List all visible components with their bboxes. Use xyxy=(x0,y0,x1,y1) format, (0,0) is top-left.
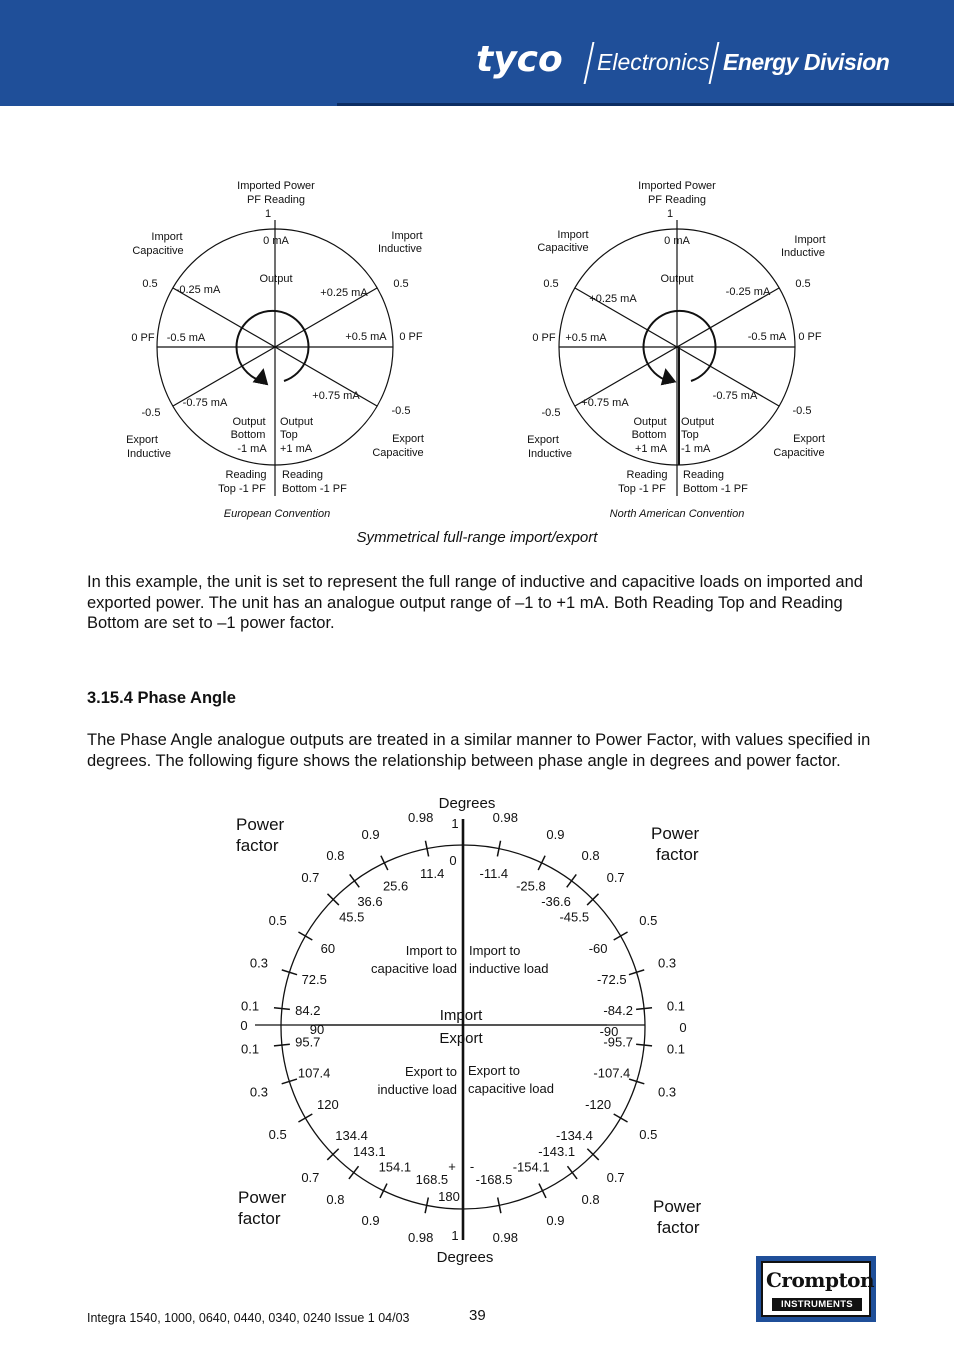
degree-value: -11.4 xyxy=(479,866,509,882)
degree-value: 84.2 xyxy=(295,1003,321,1019)
degree-value: 36.6 xyxy=(357,893,383,909)
import-inductive-label: Import xyxy=(391,230,423,242)
degree-value: 95.7 xyxy=(295,1034,321,1050)
export-capacitive-label: Export xyxy=(392,433,424,445)
pf-neg-half-label: -0.5 xyxy=(391,405,411,417)
pos-half-ma-label: +0.5 mA xyxy=(345,331,387,343)
pf-one-label: 1 xyxy=(666,208,674,220)
scale-tick xyxy=(349,1166,359,1179)
quadrant-label: inductive load xyxy=(377,1082,457,1097)
power-factor-value: 0.1 xyxy=(241,1041,260,1057)
pos-075-ma-label: +0.75 mA xyxy=(581,397,629,409)
logo-energy-division: Energy Division xyxy=(723,49,890,75)
power-factor-label: Power xyxy=(236,815,285,834)
power-factor-label: Power xyxy=(651,824,700,843)
imported-power-label: Imported Power xyxy=(237,180,315,192)
zero-ma-label: 0 mA xyxy=(263,235,289,247)
pf-reading-label: PF Reading xyxy=(246,194,306,206)
power-factor-value: 0.98 xyxy=(492,1229,518,1245)
zero-ma-label: 0 mA xyxy=(664,235,690,247)
power-factor-value: 0.9 xyxy=(546,1212,565,1228)
power-factor-label: factor xyxy=(656,845,699,864)
tyco-logo: tyco xyxy=(476,39,563,80)
neg-075-ma-label: -0.75 mA xyxy=(712,390,758,402)
figure-caption: Symmetrical full-range import/export xyxy=(356,529,598,546)
import-capacitive-label: Capacitive xyxy=(537,242,589,254)
scale-tick xyxy=(636,1044,652,1046)
degree-value: 45.5 xyxy=(339,909,365,925)
degree-value: 168.5 xyxy=(415,1171,449,1187)
power-factor-value: 0.8 xyxy=(326,1191,345,1207)
degree-value: 134.4 xyxy=(335,1128,368,1144)
degrees-label: Degrees xyxy=(436,1249,494,1266)
import-capacitive-label: Capacitive xyxy=(132,245,184,257)
power-factor-value: 0.1 xyxy=(666,998,685,1014)
power-factor-label: Power xyxy=(653,1197,702,1216)
degree-value: -36.6 xyxy=(541,893,571,909)
pf-half-label: 0.5 xyxy=(142,278,158,290)
export-capacitive-label: Export xyxy=(793,433,825,445)
reading-top-label: Reading xyxy=(225,469,267,481)
power-factor-value: 0.8 xyxy=(581,1191,600,1207)
power-factor-value: 0.3 xyxy=(249,955,268,971)
output-top-label: Output xyxy=(681,416,715,428)
paragraph-phase-angle: The Phase Angle analogue outputs are treated in a similar manner to Power Factor, with values specified in degrees. The following figure shows the relationship between phase angle in degrees and power factor. xyxy=(87,731,871,770)
european-convention-caption: European Convention xyxy=(223,508,331,520)
degree-value: 154.1 xyxy=(378,1159,412,1175)
quadrant-label: inductive load xyxy=(469,961,549,976)
degree-value: -134.4 xyxy=(556,1128,593,1144)
degree-value: 90 xyxy=(309,1022,325,1037)
output-label: Output xyxy=(660,273,694,285)
footer-models: Integra 1540, 1000, 0640, 0440, 0340, 0240 Issue 1 04/03 xyxy=(87,1311,410,1325)
scale-tick xyxy=(298,932,312,940)
degree-value: -107.4 xyxy=(593,1065,631,1081)
output-bottom-label: Output xyxy=(633,416,667,428)
quadrant-label: Import to xyxy=(405,943,457,958)
european-diagram xyxy=(157,220,393,496)
power-factor-value: 0.7 xyxy=(301,870,320,886)
power-factor-value: 0.98 xyxy=(492,810,518,826)
pf-neg-half-label: -0.5 xyxy=(541,407,561,419)
quadrant-label: capacitive load xyxy=(371,961,457,976)
scale-tick xyxy=(381,856,388,870)
power-factor-value: 0.3 xyxy=(249,1084,268,1100)
export-inductive-label: Export xyxy=(126,434,158,446)
scale-tick xyxy=(614,1114,628,1122)
degree-value: -72.5 xyxy=(596,972,627,988)
zero-pf-label: 0 PF xyxy=(798,331,822,343)
scale-tick xyxy=(274,1044,290,1046)
power-factor-value: 0.3 xyxy=(658,955,677,971)
degree-value: -45.5 xyxy=(559,909,590,925)
logo-electronics: Electronics xyxy=(597,49,710,75)
degree-value: 143.1 xyxy=(353,1143,386,1159)
reading-top-label: Top -1 PF xyxy=(218,483,266,495)
quadrant-label: Import to xyxy=(469,943,521,958)
reading-top-label: Top -1 PF xyxy=(618,483,666,495)
power-factor-label: factor xyxy=(236,836,279,855)
neg-half-ma-label: -0.5 mA xyxy=(747,331,787,343)
zero-pf-label: 0 PF xyxy=(399,331,423,343)
crompton-instruments: INSTRUMENTS xyxy=(772,1298,862,1311)
pf-reading-label: PF Reading xyxy=(647,194,707,206)
scale-tick xyxy=(567,1166,577,1179)
pos-quarter-ma-label: +0.25 mA xyxy=(589,293,637,305)
power-factor-value: 0.5 xyxy=(639,1127,658,1142)
plus-sign: + xyxy=(448,1159,456,1174)
pf-one-label: 1 xyxy=(451,1228,459,1243)
scale-tick xyxy=(298,1114,312,1122)
import-inductive-label: Inductive xyxy=(780,247,826,259)
output-bottom-label: Output xyxy=(232,416,266,428)
degree-value: 120 xyxy=(317,1097,339,1112)
neg-quarter-ma-label: -0.25 mA xyxy=(725,286,771,298)
output-label: Output xyxy=(259,273,293,285)
degree-value: -25.8 xyxy=(516,878,546,894)
degree-value: 11.4 xyxy=(419,866,445,882)
degree-value: -60 xyxy=(588,941,608,956)
power-factor-value: 0.9 xyxy=(361,827,380,843)
phase-angle-labels xyxy=(236,795,702,1266)
power-factor-value: 0.7 xyxy=(606,1169,625,1185)
power-factor-value: 0.9 xyxy=(546,827,565,843)
degree-value: -84.2 xyxy=(603,1003,634,1019)
output-bottom-label: +1 mA xyxy=(634,443,668,455)
neg-quarter-ma-label: -0.25 mA xyxy=(175,284,221,296)
degree-value: -90 xyxy=(599,1024,619,1039)
degree-value: 25.6 xyxy=(382,878,409,894)
scale-tick xyxy=(539,1184,546,1198)
reading-bottom-label: Reading xyxy=(282,469,323,481)
output-bottom-label: -1 mA xyxy=(237,443,267,455)
paragraph-example: In this example, the unit is set to represent the full range of inductive and capacitive loads on imported and exported power. The unit has an analogue output range of –1 to +1 mA. Both Reading Top and Reading Bottom are set to –1 power factor. xyxy=(87,573,863,633)
pf-half-label: 0.5 xyxy=(393,278,409,290)
import-inductive-label: Import xyxy=(794,234,826,246)
degree-value: 60 xyxy=(320,941,336,956)
pf-zero-label: 0 xyxy=(679,1020,687,1035)
power-factor-value: 0.8 xyxy=(581,848,600,864)
crompton-logo xyxy=(756,1256,876,1322)
pos-075-ma-label: +0.75 mA xyxy=(312,390,360,402)
minus-sign: - xyxy=(469,1159,475,1174)
crompton-wordmark: Crompton xyxy=(766,1268,875,1292)
power-factor-value: 0.5 xyxy=(639,913,658,928)
degree-value: -154.1 xyxy=(512,1159,550,1175)
power-factor-label: factor xyxy=(238,1209,281,1228)
output-top-label: Top xyxy=(280,429,298,441)
degree-value: 180 xyxy=(438,1189,460,1204)
degree-value: -120 xyxy=(585,1097,612,1112)
output-top-label: +1 mA xyxy=(280,443,313,455)
output-bottom-label: Bottom xyxy=(631,429,667,441)
output-top-label: Top xyxy=(681,429,699,441)
zero-pf-label: 0 PF xyxy=(131,332,155,344)
power-factor-label: factor xyxy=(657,1218,700,1237)
power-factor-value: 0.98 xyxy=(408,1229,434,1245)
output-bottom-label: Bottom xyxy=(230,429,266,441)
degree-value: 0 xyxy=(449,853,457,868)
power-factor-value: 0.1 xyxy=(666,1041,685,1057)
scale-tick xyxy=(614,932,628,940)
pf-zero-label: 0 xyxy=(240,1018,248,1033)
north-american-diagram xyxy=(559,220,795,496)
quadrant-label: capacitive load xyxy=(468,1081,554,1096)
quadrant-label: Export to xyxy=(468,1063,521,1078)
power-factor-value: 0.7 xyxy=(301,1169,320,1185)
import-inductive-label: Inductive xyxy=(377,243,423,255)
scale-tick xyxy=(538,856,545,870)
neg-075-ma-label: -0.75 mA xyxy=(182,397,228,409)
export-label: Export xyxy=(439,1030,483,1047)
degree-value: -168.5 xyxy=(475,1171,513,1187)
scale-tick xyxy=(380,1184,387,1198)
pf-neg-half-label: -0.5 xyxy=(141,407,161,419)
neg-half-ma-label: -0.5 mA xyxy=(166,332,206,344)
power-factor-value: 0.98 xyxy=(408,810,434,826)
degree-value: -143.1 xyxy=(538,1143,576,1159)
power-factor-value: 0.8 xyxy=(326,848,345,864)
scale-tick xyxy=(274,1008,290,1010)
power-factor-value: 0.5 xyxy=(268,913,287,928)
export-inductive-label: Inductive xyxy=(126,448,172,460)
north-american-convention-caption: North American Convention xyxy=(609,508,745,520)
pf-one-label: 1 xyxy=(264,208,272,220)
scale-tick xyxy=(567,874,577,887)
pf-half-label: 0.5 xyxy=(543,278,559,290)
pf-half-label: 0.5 xyxy=(795,278,811,290)
output-top-label: -1 mA xyxy=(681,443,711,455)
pf-neg-half-label: -0.5 xyxy=(792,405,812,417)
page-number: 39 xyxy=(469,1307,486,1324)
pf-one-label: 1 xyxy=(451,816,459,831)
scale-tick xyxy=(636,1008,652,1010)
zero-pf-label: 0 PF xyxy=(532,332,556,344)
power-factor-value: 0.9 xyxy=(361,1212,380,1228)
power-factor-value: 0.7 xyxy=(606,870,625,886)
pos-half-ma-label: +0.5 mA xyxy=(565,332,607,344)
pos-quarter-ma-label: +0.25 mA xyxy=(320,287,368,299)
scale-tick xyxy=(350,874,360,887)
section-heading: 3.15.4 Phase Angle xyxy=(87,689,236,707)
reading-bottom-label: Bottom -1 PF xyxy=(683,483,748,495)
degree-value: 107.4 xyxy=(297,1065,331,1081)
export-inductive-label: Inductive xyxy=(527,448,573,460)
power-factor-value: 0.5 xyxy=(268,1127,287,1142)
power-factor-value: 0.1 xyxy=(241,998,260,1014)
quadrant-label: Export to xyxy=(404,1064,457,1079)
reading-bottom-label: Reading xyxy=(683,469,724,481)
import-capacitive-label: Import xyxy=(151,231,183,243)
reading-top-label: Reading xyxy=(626,469,668,481)
power-factor-label: Power xyxy=(238,1188,287,1207)
power-factor-value: 0.3 xyxy=(658,1084,677,1100)
export-capacitive-label: Capacitive xyxy=(773,447,825,459)
import-capacitive-label: Import xyxy=(557,229,589,241)
degrees-label: Degrees xyxy=(438,795,496,812)
degree-value: 72.5 xyxy=(301,972,327,988)
imported-power-label: Imported Power xyxy=(638,180,716,192)
import-label: Import xyxy=(439,1007,483,1024)
output-top-label: Output xyxy=(280,416,314,428)
export-capacitive-label: Capacitive xyxy=(372,447,424,459)
export-inductive-label: Export xyxy=(527,434,559,446)
reading-bottom-label: Bottom -1 PF xyxy=(282,483,347,495)
degree-value: -95.7 xyxy=(603,1034,634,1050)
